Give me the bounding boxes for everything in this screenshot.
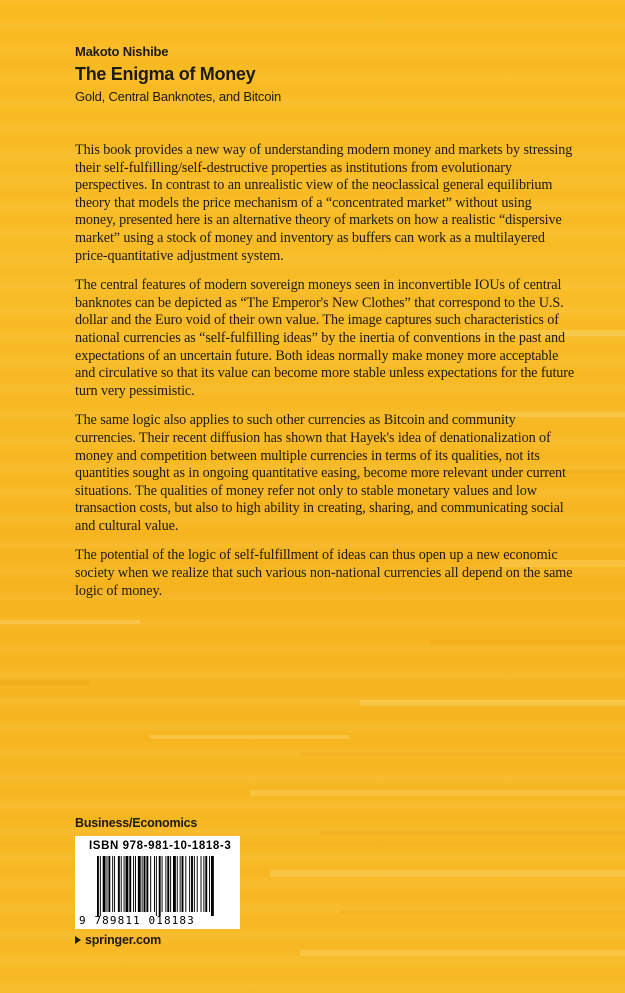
barcode-bar <box>124 856 125 912</box>
barcode-bar <box>121 856 122 912</box>
book-subtitle: Gold, Central Banknotes, and Bitcoin <box>75 89 281 104</box>
barcode-bar <box>100 856 101 916</box>
subject-category: Business/Economics <box>75 816 198 830</box>
barcode-bar <box>194 856 195 912</box>
barcode-bar <box>170 856 171 912</box>
publisher-website[interactable] <box>75 933 161 947</box>
author-name: Makoto Nishibe <box>75 44 169 59</box>
barcode-bar <box>205 856 207 912</box>
barcode-bar <box>138 856 141 912</box>
barcode-bar <box>154 856 155 912</box>
barcode-bar <box>203 856 204 912</box>
barcode-bar <box>97 856 99 916</box>
barcode-bar <box>114 856 115 912</box>
barcode-bar <box>146 856 148 912</box>
website-label: springer.com <box>85 933 162 947</box>
isbn-barcode <box>75 836 240 929</box>
barcode-bar <box>167 856 169 912</box>
isbn-label: ISBN 978-981-10-1818-3 <box>89 840 232 852</box>
barcode-bar <box>182 856 184 912</box>
barcode-bar <box>150 856 151 912</box>
ean-digits: 9 789811 018183 <box>79 914 195 927</box>
barcode-bar <box>135 856 136 912</box>
barcode-bar <box>144 856 146 912</box>
barcode-bar <box>209 856 210 912</box>
barcode-bar <box>191 856 193 912</box>
barcode-bar <box>118 856 120 912</box>
barcode-bar <box>197 856 198 912</box>
barcode-bar <box>156 856 157 916</box>
barcode-bar <box>107 856 108 912</box>
book-title: The Enigma of Money <box>75 64 256 84</box>
barcode-bar <box>103 856 106 912</box>
description-paragraph-3: The same logic also applies to such other currencies as Bitcoin and community currencies. Their recent diffusion has shown that Hayek's idea of denationalization of money and competition between multiple currencies in terms of its qualities, not its quantities sought as in ongoing quantitative easing, become more relevant under current situations. The qualities of money refer not only to stable monetary values and low transaction costs, but also to high ability in creating, sharing, and communicating social and cultural value. <box>75 412 566 534</box>
description-paragraph-1: This book provides a new way of understanding modern money and markets by stressing their self-fulfilling/self-destructive properties as institutions from evolutionary perspectives. In contrast to an unrealistic view of the neoclassical general equilibrium theory that models the price mechanism of a “concentrated market” without using money, presented here is an alternative theory of markets on how a realistic “dispersive market” using a stock of money and inventory as buffers can work as a multilayered price-quantitative adjustment system. <box>75 142 573 264</box>
barcode-bar <box>159 856 161 916</box>
description-paragraph-4: The potential of the logic of self-fulfillment of ideas can thus open up a new economic society when we realize that such various non-national currencies all depend on the same logic of money. <box>75 547 573 599</box>
barcode-bar <box>185 856 186 912</box>
arrow-right-icon <box>75 936 81 944</box>
barcode-bar <box>173 856 176 912</box>
barcode-bar <box>201 856 202 912</box>
book-description <box>75 142 575 612</box>
barcode-bar <box>108 856 110 912</box>
description-paragraph-2: The central features of modern sovereign moneys seen in inconvertible IOUs of central banknotes can be depicted as “The Emperor's New Clothes” that correspond to the U.S. dollar and the Euro void of their own value. The image captures such characteristics of national currencies as “self-fulfilling ideas” by the inertia of conventions in the past and expectations of an uncertain future. Both ideas normally make money more acceptable and circulative so that its value can become more stable unless expectations for the future turn very pessimistic. <box>75 277 575 399</box>
barcode-bar <box>189 856 190 912</box>
barcode-bar <box>142 856 143 912</box>
barcode-bar <box>177 856 178 912</box>
barcode-bar <box>129 856 131 912</box>
book-header <box>75 44 555 105</box>
barcode-bar <box>180 856 181 912</box>
barcode-bar <box>112 856 113 912</box>
barcode-bar <box>211 856 214 916</box>
barcode-bar <box>162 856 163 912</box>
barcode-bar <box>165 856 166 912</box>
barcode-bar <box>133 856 134 912</box>
barcode-bar <box>126 856 129 912</box>
